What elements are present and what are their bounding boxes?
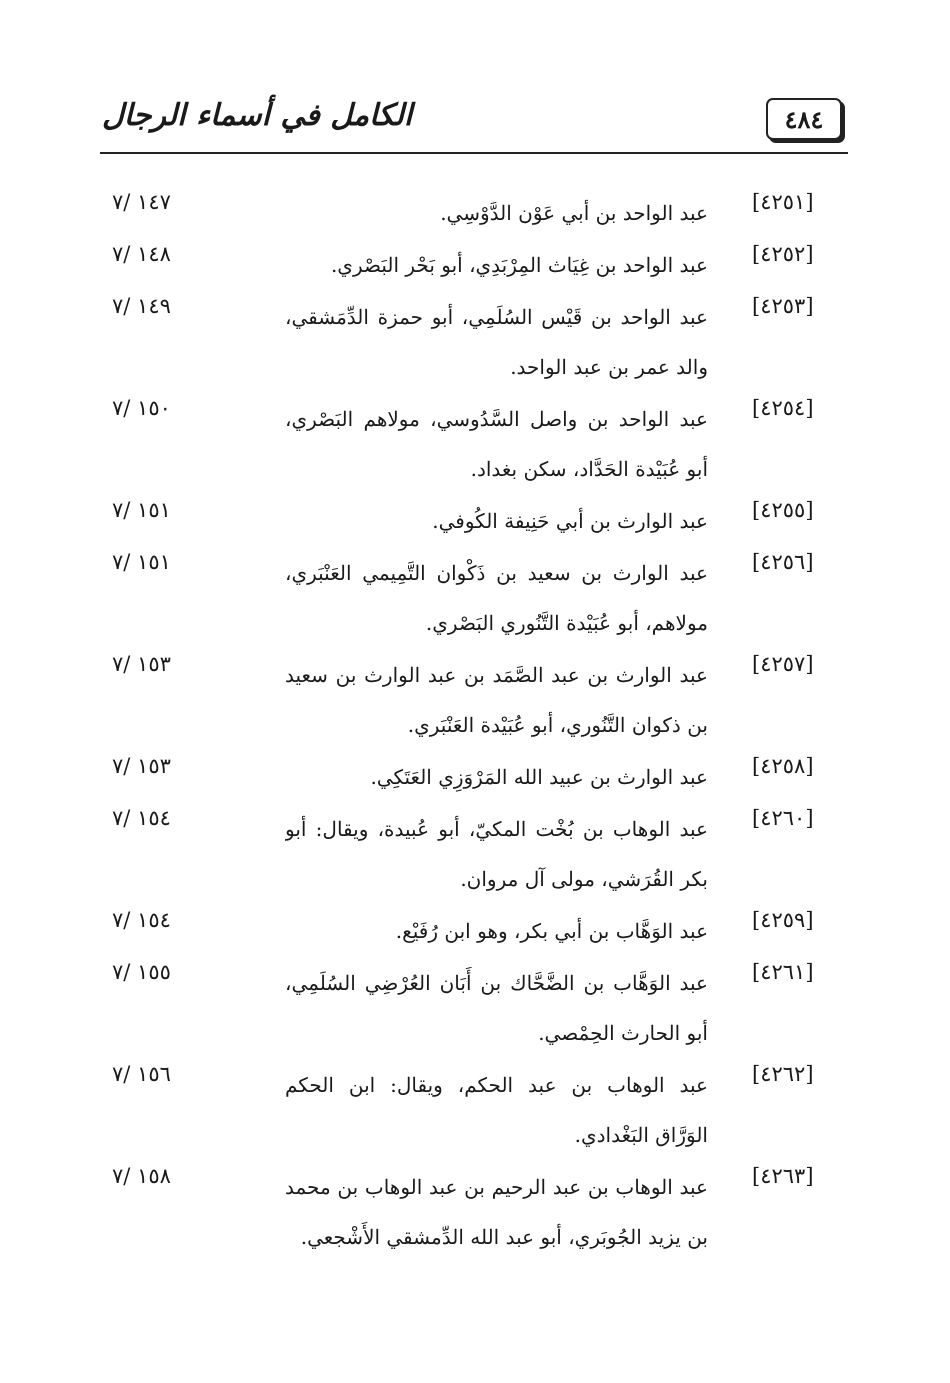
entry-name-line: أبو عُبَيْدة الحَدَّاد، سكن بغداد. [470, 457, 708, 481]
entry-name-line: بن يزيد الجُوبَري، أبو عبد الله الدِّمشقي الأَشْجعي. [300, 1225, 708, 1249]
page-number: ٤٨٤ [784, 104, 824, 134]
entry-reference: ١٥٥ /٧ [112, 960, 171, 984]
entry-reference: ١٥٣ /٧ [112, 754, 171, 778]
entry-reference: ١٥٤ /٧ [112, 908, 171, 932]
entry-number: [٤٢٥٣] [752, 294, 814, 318]
index-entry [100, 496, 848, 546]
entry-name-line: الوَرَّاق البَغْدادي. [574, 1123, 708, 1147]
entry-name-line: مولاهم، أبو عُبَيْدة التَّنُوري البَصْري. [425, 611, 708, 635]
entry-name-line: عبد الواحد بن غِيَاث المِرْبَدِي، أبو بَحْر البَصْري. [330, 253, 708, 277]
entry-reference: ١٤٧ /٧ [112, 190, 171, 214]
entry-name-line: عبد الوَهَّاب بن أبي بكر، وهو ابن رُفَيْع. [395, 919, 708, 943]
entry-number: [٤٢٥٤] [752, 396, 814, 420]
book-title: الكامل في أسماء الرجال [102, 98, 413, 133]
entry-name [285, 650, 708, 750]
index-entry [100, 906, 848, 956]
entry-reference: ١٥١ /٧ [112, 550, 171, 574]
entry-name-line: عبد الوارث بن سعيد بن ذَكْوان التَّمِيمي العَنْبَري، [285, 561, 708, 585]
index-entry [100, 292, 848, 392]
entry-number: [٤٢٥٥] [752, 498, 814, 522]
index-entry [100, 1162, 848, 1262]
entry-number: [٤٢٦٣] [752, 1164, 814, 1188]
entry-reference: ١٤٩ /٧ [112, 294, 171, 318]
header-rule [100, 152, 848, 154]
entry-name-line: عبد الوهاب بن عبد الرحيم بن عبد الوهاب بن محمد [285, 1175, 708, 1199]
entry-name [285, 958, 708, 1058]
entry-name [285, 906, 708, 956]
index-entry [100, 240, 848, 290]
entry-number: [٤٢٥٢] [752, 242, 814, 266]
entry-name-line: عبد الوهاب بن بُخْت المكيّ، أبو عُبيدة، ويقال: أبو [285, 817, 708, 841]
entry-name [285, 752, 708, 802]
index-entry [100, 752, 848, 802]
entry-name-line: عبد الوهاب بن عبد الحكم، ويقال: ابن الحكم [285, 1073, 708, 1097]
entry-name-line: بكر القُرَشي، مولى آل مروان. [460, 867, 708, 891]
entry-number: [٤٢٦٢] [752, 1062, 814, 1086]
entry-reference: ١٥٤ /٧ [112, 806, 171, 830]
entry-name [285, 804, 708, 904]
entry-name [285, 496, 708, 546]
index-entry [100, 548, 848, 648]
entry-reference: ١٥١ /٧ [112, 498, 171, 522]
entry-number: [٤٢٥٧] [752, 652, 814, 676]
index-entries [100, 188, 848, 1264]
entry-name-line: أبو الحارث الحِمْصي. [538, 1021, 708, 1045]
index-entry [100, 188, 848, 238]
entry-name [285, 292, 708, 392]
entry-number: [٤٢٥٩] [752, 908, 814, 932]
entry-name [285, 394, 708, 494]
entry-name [285, 548, 708, 648]
entry-number: [٤٢٥١] [752, 190, 814, 214]
page-number-badge [766, 98, 842, 140]
index-entry [100, 394, 848, 494]
entry-number: [٤٢٥٦] [752, 550, 814, 574]
entry-reference: ١٤٨ /٧ [112, 242, 171, 266]
entry-name-line: عبد الواحد بن أبي عَوْن الدَّوْسِي. [440, 201, 708, 225]
entry-name-line: عبد الوَهَّاب بن الضَّحَّاك بن أَبَان العُرْضِي السُلَمِي، [285, 971, 708, 995]
index-entry [100, 1060, 848, 1160]
index-entry [100, 650, 848, 750]
entry-name-line: عبد الوارث بن عبد الصَّمَد بن عبد الوارث بن سعيد [285, 663, 708, 687]
index-entry [100, 958, 848, 1058]
page-header [100, 92, 848, 154]
entry-number: [٤٢٥٨] [752, 754, 814, 778]
entry-reference: ١٥٣ /٧ [112, 652, 171, 676]
entry-name-line: عبد الوارث بن أبي حَنِيفة الكُوفي. [432, 509, 708, 533]
entry-name [285, 1060, 708, 1160]
entry-name-line: عبد الوارث بن عبيد الله المَرْوَزِي العَتَكِي. [370, 765, 708, 789]
entry-reference: ١٥٦ /٧ [112, 1062, 171, 1086]
entry-name-line: عبد الواحد بن واصل السَّدُوسي، مولاهم البَصْري، [285, 407, 708, 431]
entry-name-line: عبد الواحد بن قَيْس السُلَمِي، أبو حمزة الدِّمَشقي، [285, 305, 708, 329]
entry-name-line: بن ذكوان التَّنُوري، أبو عُبَيْدة العَنْبَري. [407, 713, 708, 737]
entry-number: [٤٢٦٠] [752, 806, 814, 830]
entry-number: [٤٢٦١] [752, 960, 814, 984]
entry-name [285, 188, 708, 238]
entry-reference: ١٥٠ /٧ [112, 396, 171, 420]
entry-name-line: والد عمر بن عبد الواحد. [510, 355, 708, 379]
entry-name [285, 240, 708, 290]
entry-reference: ١٥٨ /٧ [112, 1164, 171, 1188]
entry-name [285, 1162, 708, 1262]
index-entry [100, 804, 848, 904]
